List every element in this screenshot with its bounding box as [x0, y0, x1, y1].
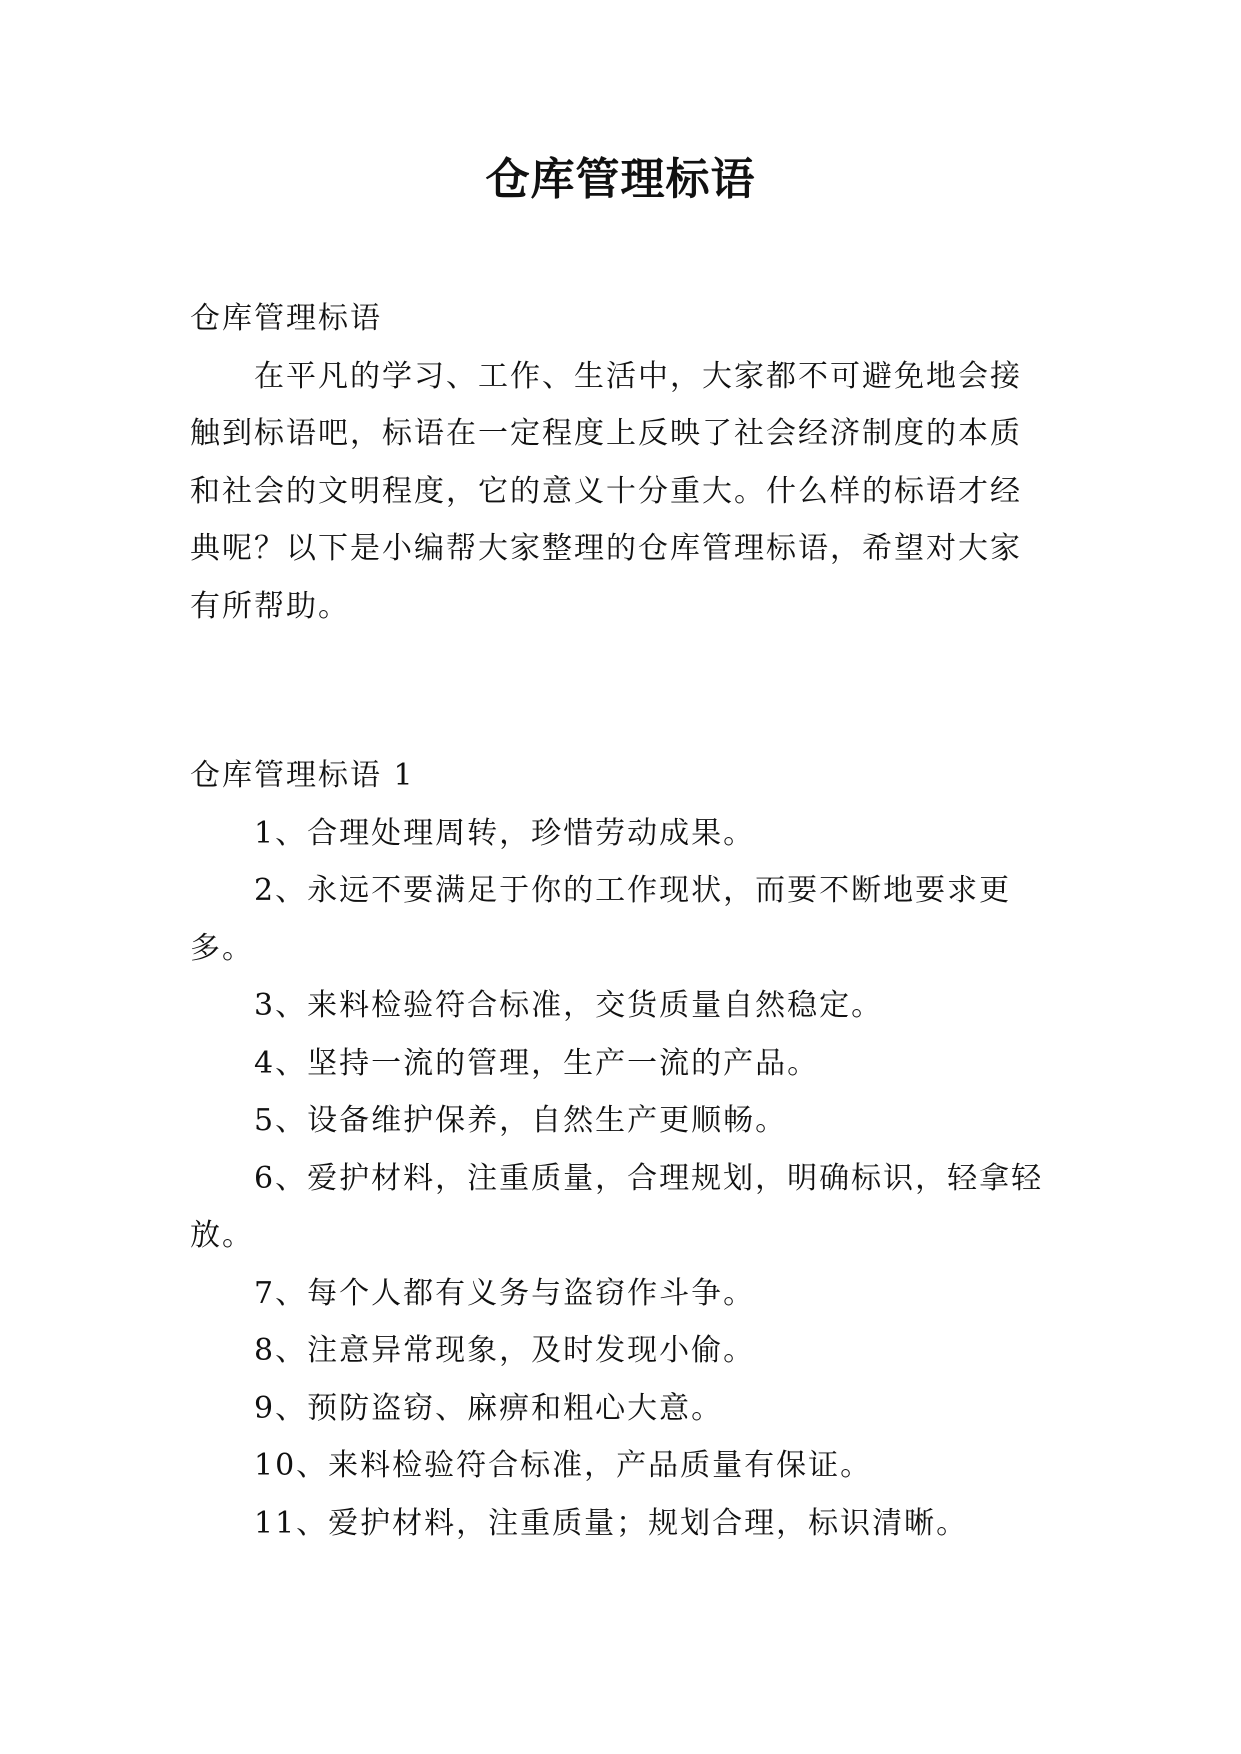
intro-paragraph: 在平凡的学习、工作、生活中，大家都不可避免地会接触到标语吧，标语在一定程度上反映了社会经济制度的本质和社会的文明程度，它的意义十分重大。什么样的标语才经典呢？以下是小编帮大家整理的仓库管理标语，希望对大家有所帮助。: [190, 358, 1022, 624]
slogan-item: 4、坚持一流的管理，生产一流的产品。: [254, 1045, 820, 1081]
slogan-item: 5、设备维护保养，自然生产更顺畅。: [254, 1103, 788, 1138]
slogan-item: 1、合理处理周转，珍惜劳动成果。: [254, 815, 756, 851]
slogan-item: 2、永远不要满足于你的工作现状，而要不断地要求更多。: [190, 873, 1012, 966]
slogan-item: 3、来料检验符合标准，交货质量自然稳定。: [254, 988, 884, 1023]
slogan-item: 6、爱护材料，注重质量，合理规划，明确标识，轻拿轻放。: [190, 1160, 1044, 1253]
intro-heading: 仓库管理标语: [190, 301, 382, 336]
slogan-item: 10、来料检验符合标准，产品质量有保证。: [254, 1448, 873, 1483]
document-title: 仓库管理标语: [485, 154, 756, 205]
document-body: [190, 290, 1050, 1552]
slogan-item: 7、每个人都有义务与盗窃作斗争。: [254, 1275, 756, 1311]
slogan-item: 9、预防盗窃、麻痹和粗心大意。: [254, 1390, 724, 1426]
slogan-item: 11、爱护材料，注重质量；规划合理，标识清晰。: [254, 1505, 969, 1541]
slogan-item: 8、注意异常现象，及时发现小偷。: [254, 1333, 756, 1368]
section-heading: 仓库管理标语 1: [190, 758, 415, 793]
